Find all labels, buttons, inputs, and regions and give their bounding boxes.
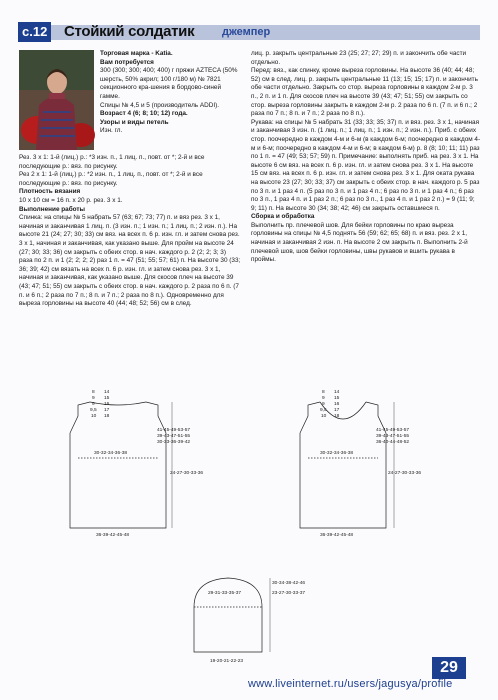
col1-paragraph-4: Выполнение работы (19, 205, 86, 213)
back-width-label: 30-32-34-36-38 (94, 451, 128, 456)
instructions-column-left (19, 154, 241, 309)
col2-paragraph-1: Перед: вяз., как спинку, кроме выреза горловины. На высоте 36 (40; 44; 48; 52) см в след. лиц. р. закрыть центральные 11 (13; 15; 15; 17) п. и закончить обе части отдельно. Закрыть со стор. выреза горловины в каждом 2-м р. 3 п., 2 п. и 1 п. Для скосов плеч на высоте 39 (43; 47; 51; 55) см закрыть со стор. выреза горловины закрыть в каждом 2-м р. 2 раза по 6 п. (7 п. и 6 п.; 2 раза по 7 п.; 8 п. и 7 п.; 2 раза по 8 п.). (251, 67, 478, 118)
col1-paragraph-1: Рез 2 х 1: 1-й (лиц.) р.: *2 изн. п., 1 лиц. п., повт. от *; 2-й и все последующие р.: вяз. по рисунку. (19, 171, 203, 187)
needed-heading: Вам потребуется (100, 58, 154, 66)
page-number: 29 (432, 657, 466, 679)
back-n-8: 10 (91, 414, 97, 419)
sleeve-bottom-label: 19-20-21-22-23 (210, 659, 244, 664)
front-n-6: 9,5 (320, 408, 327, 413)
front-n-8: 10 (321, 414, 327, 419)
back-right-1: 39-43-47-51-55 (157, 434, 191, 439)
materials-block (100, 50, 240, 136)
back-n-3: 15 (104, 396, 110, 401)
front-n-0: 8 (322, 390, 325, 395)
sleeve-top-label: 29-31-33-35-37 (208, 591, 242, 596)
sleeve-right-0: 30-34-38-42-46 (272, 581, 306, 586)
back-n-6: 9,5 (90, 408, 97, 413)
article-title: Стойкий солдатик (64, 23, 195, 40)
front-n-4: 9 (322, 402, 325, 407)
col2-paragraph-3: Сборка и обработка (251, 213, 315, 221)
watermark-url[interactable]: www.liveinternet.ru/users/jagusya/profile (248, 678, 453, 690)
col1-paragraph-3: 10 х 10 см = 16 п. х 20 р. рез. 3 х 1. (19, 196, 123, 204)
yarn-text: 300 (300; 300; 400; 400) г пряжи AZTECA (50% шерсть, 50% акрил; 100 г/180 м) № 7821 секционного кра-шения в бордово-синей гамме. (100, 67, 238, 100)
sleeve-schematic (180, 572, 330, 664)
front-n-9: 18 (334, 414, 340, 419)
back-n-7: 17 (104, 408, 110, 413)
front-n-3: 15 (334, 396, 340, 401)
back-n-9: 18 (104, 414, 110, 419)
front-left-numbers (320, 389, 340, 419)
front-n-2: 9 (322, 396, 325, 401)
front-right-0: 41-45-49-53-57 (376, 428, 410, 433)
back-n-0: 8 (92, 390, 95, 395)
sleeve-right-1: 23-27-30-33-37 (272, 591, 306, 596)
front-right-2: 36-40-44-48-52 (376, 440, 410, 445)
col1-paragraph-2: Плотность вязания (19, 188, 81, 196)
front-n-5: 16 (334, 402, 340, 407)
back-n-4: 9 (92, 402, 95, 407)
col1-paragraph-0: Рез. 3 х 1: 1-й (лиц.) р.: *3 изн. п., 1 лиц. п., повт. от *; 2-й и все последующие р.: вяз. по рисунку. (19, 154, 205, 170)
front-width-label: 30-32-34-36-38 (320, 451, 354, 456)
back-schematic (60, 388, 204, 540)
back-bottom-label: 36-39-42-45-48 (96, 533, 130, 538)
back-side-measure: 24-27-30-33-36 (170, 471, 204, 476)
needles-text: Спицы № 4,5 и 5 (производитель ADDI). (100, 101, 220, 109)
col1-paragraph-5: Спинка: на спицы № 5 набрать 57 (63; 67; 73; 77) п. и вяз рез. 3 х 1, начиная и заканчивая 1 лиц. п. (3 изн. п.; 1 изн. п.; 1 лиц. п.; 2 изн. п.). На высоте 21 (24; 27; 30; 33) см вяз. на всех п. 6 р. изн. гл. и затем снова рез. 3 х 1, начиная и заканчивая, как указано выше. Для пройм на высоте 24 (27; 30; 33; 36) см закрыть с обеих стор. в нач. каждого р. 2 (2; 2; 3; 3) раза по 2 п. и 1 (2; 2; 2; 2) раз 1 п. = 47 (51; 55; 57; 61) п. На высоте 30 (33; 36; 39; 42) см вязать на всех п. 6 р. изн. гл. и затем снова рез. 3 х 1, начиная и заканчивая, как указано выше. Для скосов плеч на высоте 39 (43; 47; 51; 55) см закрыть с обеих стор. в нач. каждого р. 2 раза по 6 п. (7 п. и 6 п.; 2 раза по 7 п.; 8 п. и 7 п.; 2 раза по 8 п.). Одновременно для выреза горловины на высоте 40 (44; 48; 52; 56) см в след. (19, 214, 241, 308)
back-right-2: 30-33-36-39-42 (157, 440, 191, 445)
back-n-1: 14 (104, 390, 110, 395)
article-subtitle: джемпер (222, 26, 271, 38)
front-bottom-label: 36-39-42-45-48 (320, 533, 354, 538)
front-side-measure: 24-27-30-33-36 (388, 471, 422, 476)
model-photo (19, 50, 94, 150)
age-text: Возраст 4 (6; 8; 10; 12) года. (100, 110, 188, 118)
back-n-5: 16 (104, 402, 110, 407)
front-n-7: 17 (334, 408, 340, 413)
back-n-2: 9 (92, 396, 95, 401)
article-header (18, 22, 480, 42)
patterns-heading: Узоры и виды петель (100, 118, 169, 126)
col2-paragraph-2: Рукава: на спицы № 5 набрать 31 (33; 33; 35; 37) п. и вяз. рез. 3 х 1, начиная и заканчивая 3 изн. п. (1 лиц. п.; 1 лиц. п.; 1 изн. п.; 2 изн. п.). Приб. с обеих стор. поочередно в каждом 4-м и 6-м (в каждом 6-м; поочередно в каждом 4-м и 6-м; поочередно в каждом 4-м и 6-м; в каждом 6-м) р. 8 (8; 10; 11; 11) раз по 1 п. = 47 (49; 53; 57; 59) п. Примечание: выполнять приб. на рез. 3 х 1. На высоте 6 см вяз. на всех п. 6 р. изн. гл. и затем снова рез. 3 х 1. На высоте 15 см вяз. на всех п. 6 р. изн. гл. и затем снова рез. 3 х 1. Для оката рукава на высоте 23 (27; 30; 33; 37) см закрыть с обеих стор. в нач. каждого р. 5 раз по 3 п. и 1 раз 4 п. (5 раз по 3 п. и 1 раз 4 п.; 6 раз по 3 п. и 1 раз 4 п.; 6 раз по 3 п., 1 раз 4 п. и 1 раз 2 п.; 6 раз по 3 п., 1 раз 4 п. и 1 раз 2 п.) = 9 (11; 9; 9; 11) п. На высоте 30 (34; 38; 42; 46) см закрыть оставшиеся п. (251, 118, 481, 212)
front-n-1: 14 (334, 390, 340, 395)
front-right-1: 39-43-47-51-55 (376, 434, 410, 439)
back-right-0: 41-45-49-53-57 (157, 428, 191, 433)
page-ref-badge: с.12 (18, 22, 51, 42)
col2-paragraph-4: Выполнить пр. плечевой шов. Для бейки горловины по краю выреза горловины на спицы № 4,5 поднять 56 (59; 62; 65; 68) п. и вяз. рез. 2 х 1, начиная и заканчивая 2 изн. п. На высоте 2 см закрыть п. Выполнить 2-й плечевой шов, шов бейки горловины, швы рукавов и вшить рукава в проймы. (251, 221, 468, 264)
brand-line: Торговая марка - Katia. (100, 50, 173, 57)
col2-paragraph-0: лиц. р. закрыть центральные 23 (25; 27; 27; 29) п. и закончить обе части отдельно. (251, 50, 467, 66)
stitch-text: Изн. гл. (100, 127, 123, 135)
instructions-column-right (251, 50, 481, 265)
front-schematic (290, 388, 420, 540)
